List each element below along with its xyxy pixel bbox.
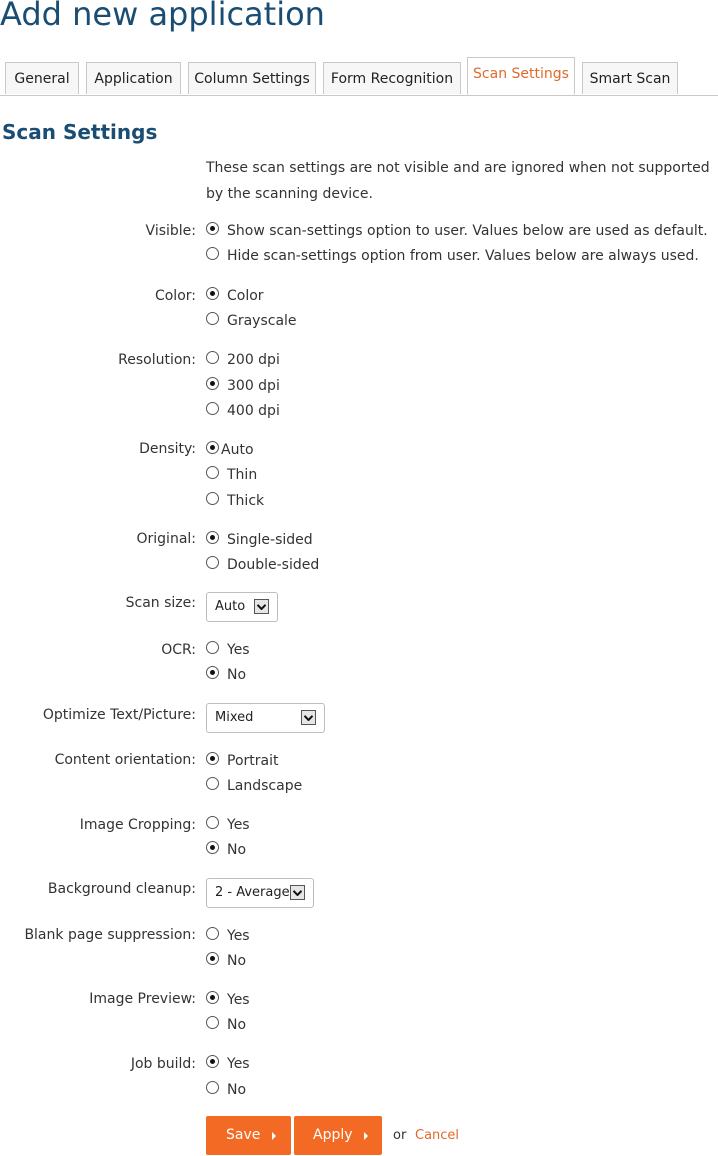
ocr-no-label: No xyxy=(227,667,247,683)
preview-no-label: No xyxy=(227,1017,247,1033)
tab-general[interactable]: General xyxy=(5,62,79,94)
density-thin-label: Thin xyxy=(227,467,258,483)
page-title: Add new application xyxy=(0,0,325,33)
caret-right-icon xyxy=(364,1132,368,1140)
job-build-no-option[interactable] xyxy=(205,1079,246,1101)
color-color-radio[interactable] xyxy=(206,287,219,300)
resolution-300-option[interactable] xyxy=(205,375,280,397)
scan-size-value: Auto xyxy=(215,599,246,614)
resolution-200-radio[interactable] xyxy=(206,351,219,364)
chevron-down-icon xyxy=(254,599,269,614)
job-build-yes-option[interactable] xyxy=(205,1053,250,1075)
background-cleanup-value: 2 - Average xyxy=(215,885,290,900)
density-thick-radio[interactable] xyxy=(206,492,219,505)
orientation-portrait-label: Portrait xyxy=(227,753,279,769)
orientation-landscape-label: Landscape xyxy=(227,778,303,794)
blank-page-no-label: No xyxy=(227,953,247,969)
cropping-yes-label: Yes xyxy=(227,817,250,833)
preview-yes-option[interactable] xyxy=(205,989,250,1011)
background-cleanup-select[interactable] xyxy=(206,878,314,908)
cancel-link[interactable]: Cancel xyxy=(415,1128,460,1143)
blank-page-yes-label: Yes xyxy=(227,928,250,944)
visible-show-label: Show scan-settings option to user. Values below are used as default. xyxy=(227,223,708,239)
orientation-landscape-option[interactable] xyxy=(205,775,302,797)
image-preview-label: Image Preview: xyxy=(89,991,196,1007)
visible-hide-label: Hide scan-settings option from user. Values below are always used. xyxy=(227,248,699,264)
job-build-no-label: No xyxy=(227,1082,247,1098)
density-thick-label: Thick xyxy=(227,493,265,509)
ocr-no-option[interactable] xyxy=(205,664,246,686)
visible-hide-option[interactable] xyxy=(205,245,699,267)
job-build-no-radio[interactable] xyxy=(206,1081,219,1094)
ocr-no-radio[interactable] xyxy=(206,666,219,679)
color-grayscale-radio[interactable] xyxy=(206,312,219,325)
density-label: Density: xyxy=(139,441,196,457)
ocr-label: OCR: xyxy=(161,642,196,658)
density-thin-radio[interactable] xyxy=(206,466,219,479)
resolution-label: Resolution: xyxy=(118,352,196,368)
resolution-400-radio[interactable] xyxy=(206,402,219,415)
orientation-portrait-option[interactable] xyxy=(205,750,278,772)
tab-scan-settings[interactable]: Scan Settings xyxy=(467,57,575,95)
density-auto-radio[interactable] xyxy=(206,441,219,454)
ocr-yes-radio[interactable] xyxy=(206,641,219,654)
color-grayscale-option[interactable] xyxy=(205,310,297,332)
color-color-label: Color xyxy=(227,288,264,304)
resolution-200-label: 200 dpi xyxy=(227,352,280,368)
content-orientation-label: Content orientation: xyxy=(54,752,196,768)
orientation-portrait-radio[interactable] xyxy=(206,752,219,765)
original-double-label: Double-sided xyxy=(227,557,320,573)
optimize-select[interactable] xyxy=(206,703,325,733)
cropping-yes-option[interactable] xyxy=(205,814,250,836)
density-auto-option[interactable] xyxy=(205,439,254,461)
scan-size-select[interactable] xyxy=(206,592,278,622)
preview-yes-label: Yes xyxy=(227,992,250,1008)
image-cropping-label: Image Cropping: xyxy=(79,817,196,833)
blank-page-no-radio[interactable] xyxy=(206,952,219,965)
scan-size-label: Scan size: xyxy=(125,595,196,611)
cropping-no-option[interactable] xyxy=(205,839,246,861)
apply-button-label: Apply xyxy=(313,1127,353,1143)
preview-yes-radio[interactable] xyxy=(206,991,219,1004)
blank-page-no-option[interactable] xyxy=(205,950,246,972)
or-text: or xyxy=(393,1128,407,1143)
ocr-yes-option[interactable] xyxy=(205,639,250,661)
original-double-option[interactable] xyxy=(205,554,319,576)
cropping-no-radio[interactable] xyxy=(206,841,219,854)
tab-bar xyxy=(0,57,718,96)
tab-application[interactable]: Application xyxy=(86,62,181,94)
tab-smart-scan[interactable]: Smart Scan xyxy=(582,62,678,94)
cropping-yes-radio[interactable] xyxy=(206,816,219,829)
chevron-down-icon xyxy=(290,885,305,900)
section-title: Scan Settings xyxy=(2,120,158,144)
resolution-300-label: 300 dpi xyxy=(227,378,280,394)
density-auto-label: Auto xyxy=(221,442,254,458)
original-single-option[interactable] xyxy=(205,529,313,551)
original-label: Original: xyxy=(136,531,196,547)
color-color-option[interactable] xyxy=(205,285,264,307)
save-button-label: Save xyxy=(226,1127,261,1143)
apply-button[interactable] xyxy=(294,1116,382,1155)
original-single-label: Single-sided xyxy=(227,532,313,548)
preview-no-option[interactable] xyxy=(205,1014,246,1036)
chevron-down-icon xyxy=(301,710,316,725)
job-build-label: Job build: xyxy=(130,1056,196,1072)
color-label: Color: xyxy=(154,288,196,304)
blank-page-suppression-label: Blank page suppression: xyxy=(24,927,196,943)
visible-hide-radio[interactable] xyxy=(206,247,219,260)
resolution-300-radio[interactable] xyxy=(206,377,219,390)
original-single-radio[interactable] xyxy=(206,531,219,544)
preview-no-radio[interactable] xyxy=(206,1016,219,1029)
ocr-yes-label: Yes xyxy=(227,642,250,658)
resolution-400-option[interactable] xyxy=(205,400,280,422)
resolution-400-label: 400 dpi xyxy=(227,403,280,419)
tab-form-recognition[interactable]: Form Recognition xyxy=(323,62,461,94)
original-double-radio[interactable] xyxy=(206,556,219,569)
cropping-no-label: No xyxy=(227,842,247,858)
density-thin-option[interactable] xyxy=(205,464,257,486)
tab-column-settings[interactable]: Column Settings xyxy=(188,62,316,94)
optimize-label: Optimize Text/Picture: xyxy=(42,707,196,723)
color-grayscale-label: Grayscale xyxy=(227,313,297,329)
visible-show-option[interactable] xyxy=(205,220,708,242)
save-button[interactable] xyxy=(206,1116,291,1155)
job-build-yes-label: Yes xyxy=(227,1056,250,1072)
visible-label: Visible: xyxy=(145,223,196,239)
background-cleanup-label: Background cleanup: xyxy=(47,881,196,897)
optimize-value: Mixed xyxy=(215,710,254,725)
orientation-landscape-radio[interactable] xyxy=(206,777,219,790)
blank-page-yes-radio[interactable] xyxy=(206,927,219,940)
blank-page-yes-option[interactable] xyxy=(205,925,250,947)
caret-right-icon xyxy=(272,1132,276,1140)
intro-text: These scan settings are not visible and are ignored when not supported by the scanning device. xyxy=(206,160,710,202)
visible-show-radio[interactable] xyxy=(206,222,219,235)
density-thick-option[interactable] xyxy=(205,490,264,512)
job-build-yes-radio[interactable] xyxy=(206,1055,219,1068)
resolution-200-option[interactable] xyxy=(205,349,280,371)
